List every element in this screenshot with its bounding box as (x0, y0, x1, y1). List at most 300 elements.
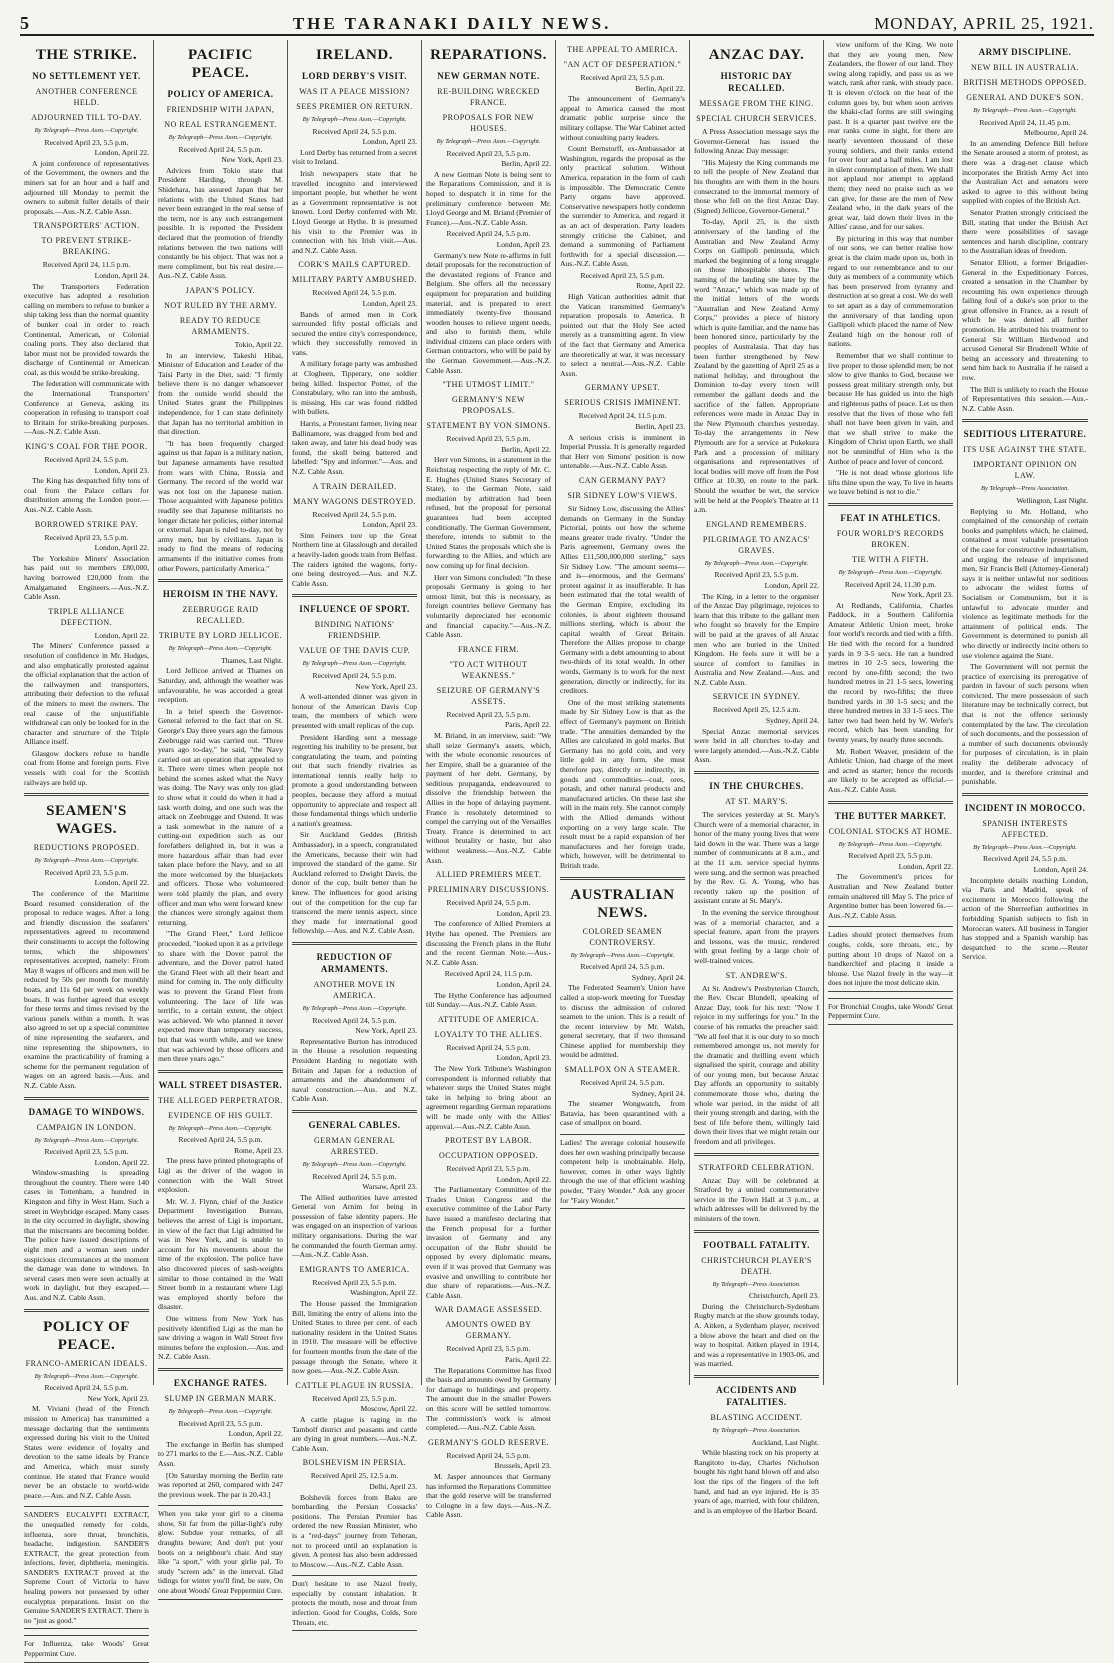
article-paragraph: Mr. Robert Weaver, president of the Athletic Union, had charge of the meet and acted as starter; hence the records are likely to be accepted as official.—Aus.-N.Z. Cable Assn. (828, 746, 953, 794)
wire-credit: By Telegraph—Press Assn.—Copyright. (168, 134, 273, 141)
article-headline: IN THE CHURCHES. (709, 781, 804, 792)
column-divider (158, 579, 283, 582)
article-paragraph: Sir Auckland Geddes (British Ambassador), in a speech, congratulated the Americans, because their win had improved the standard of the game. Sir Auckland referred to Dwight Davis, the donor of the cup, built better than he knew. The influences for good arising out of the competition for the cup far transcend the mere tennis aspect, since they made for international good fellowship.—Aus. and N.Z. Cable Assn. (292, 830, 417, 936)
article-paragraph: The press have printed photographs of Ligi as the driver of the wagon in connection with the Wall Street explosion. (158, 1156, 283, 1195)
wire-credit: By Telegraph—Press Assn.—Copyright. (570, 951, 675, 959)
article-headline: HEROISM IN THE NAVY. (162, 589, 279, 600)
dateline: London, April 24. (1033, 865, 1088, 874)
article-paragraph: High Vatican authorities admit that the Vatican transmitted Germany's reparation proposals to America. It pointed out that the Holy See acted merely as a transmitting agent. In view of the fact that Germany and America are theoretically at war, it was necessary to select a neutral.—Aus.-N.Z. Cable Assn. (560, 292, 685, 378)
column-7 (824, 40, 958, 1385)
dateline: Auckland, Last Night. (751, 1437, 819, 1447)
subheadline: CORK'S MAILS CAPTURED. (298, 260, 411, 270)
article-paragraph: "He is not dead whose glorious life lifts thine upon the way, To live in hearts we leave behind is not to die." (828, 468, 953, 497)
subheadline: SPANISH INTERESTS AFFECTED. (982, 818, 1068, 839)
subheadline: KING'S COAL FOR THE POOR. (25, 442, 148, 452)
subheadline: "AN ACT OF DESPERATION." (563, 60, 682, 69)
dateline: London, April 22. (94, 543, 149, 553)
article-paragraph: The Miners' Conference passed a resolution of confidence in Mr. Hodges, and also emphatically protested against the official explanation that the action of the railwaymen and transporters, attributing their defection to the refusal of the miners to meet the owners. The real cause of the unjustifiable withdrawal can only be looked for in the character and structure of the Triple Alliance itself. (24, 641, 149, 747)
dateline: Thames, Last Night. (220, 655, 283, 665)
subheadline: GENERAL AND DUKE'S SON. (966, 93, 1084, 102)
column-3 (288, 40, 422, 1627)
subheadline: TIE WITH A FIFTH. (852, 554, 929, 564)
column-divider (962, 793, 1088, 796)
dateline: Rome, April 22. (636, 281, 685, 291)
article-paragraph: Remember that we shall continue to live proper to those splendid men; be not slow to give thanks to God, because we possess great military strength only, but because He has guided us into the high and righteous paths of peace. Let us then resolve that the lives of those who fell shall not have been given in vain, and that we shall strive to make the Kingdom of Christ upon Earth, we shall not be unmindful of Him who is the Author of peace and lover of concord. (828, 351, 953, 466)
advertisement: For Influenza, take Woods' Great Peppermint Cure. (24, 1635, 149, 1662)
received-time: Received April 24, 5.5 p.m. (312, 288, 397, 298)
masthead-page-number: 5 (20, 13, 30, 33)
article-paragraph: Special Anzac memorial services were held in all churches to-day and were largely attended.—Aus.-N.Z. Cable Assn. (694, 726, 819, 765)
dateline: London, April 24. (496, 979, 551, 989)
dateline: Delhi, April 23. (369, 1481, 417, 1491)
article-paragraph: Glasgow dockers refuse to handle coal from Home and foreign ports. Five vessels with coal for the Scottish railways are held up. (24, 748, 149, 787)
received-time: Received April 24, 5.5 p.m. (178, 1135, 263, 1145)
received-time: Received April 23, 5.5 p.m. (178, 1418, 263, 1428)
subheadline: THE APPEAL TO AMERICA. (567, 45, 678, 54)
article-headline: THE BUTTER MARKET. (834, 810, 947, 821)
column-5 (556, 40, 690, 1385)
received-time: Received April 24, 5.5 p.m. (44, 1383, 129, 1393)
subheadline: ITS USE AGAINST THE STATE. (963, 445, 1087, 455)
subheadline: BOLSHEVISM IN PERSIA. (302, 1458, 407, 1468)
subheadline: JAPAN'S POLICY. (185, 285, 256, 295)
advertisement: Ladies! The average colonial housewife does her own washing principally because competent help is unobtainable. Help, however, comes in other ways lightly through the use of that efficient washing powder, "Fairy Wonder." Ask any grocer for "Fairy Wonder." (560, 1134, 685, 1209)
article-headline: HISTORIC DAY RECALLED. (720, 71, 793, 93)
article-paragraph: M. Viviani (head of the French mission to America) has transmitted a message declaring that the sentiments expressed during his visit to the United States were evidence of loyalty and devotion to the same ideals by France and America, which must surely continue. He stated that France would never be an obstacle to world-wide peace.—Aus. and N.Z. Cable Assn. (24, 1404, 149, 1500)
article-headline: ACCIDENTS AND FATALITIES. (716, 1384, 797, 1407)
article-paragraph: view uniform of the King. We note that they are young men, New Zealanders, the flower of our land. They swing along rapidly, and pass us as we watch, rank after rank, with steady pace. It is eleven o'clock on the heat of the column goes by, but when soon arrives the khaki-clad forms are still swinging past. It is a quarter past twelve ere the rear ranks come in sight, for there are nearly seventeen thousand of these young soldiers, and their ranks extend for over four and a half miles. I am lost in silent contemplation of them. We shall not applaud nor attempt to applaud them; they need no praise such as we can give, for these are the men of New Zealand who, in the dark years of the great war, laid down their lives in the Allies' cause, and for our sakes. (828, 40, 953, 232)
wire-credit: By Telegraph—Press Assn.—Copyright. (168, 645, 273, 653)
subheadline: ST. ANDREW'S. (725, 970, 788, 980)
subheadline: AT ST. MARY'S. (725, 797, 788, 807)
article-paragraph: Herr von Simons concluded: "In these proposals Germany is going to her utmost limit, but this is necessary, as foreign countries believe Germany has voluntarily depreciated her economic and financial capacity."—Aus.-N.Z. Cable Assn. (426, 572, 551, 640)
subheadline: PILGRIMAGE TO ANZACS' GRAVES. (702, 534, 811, 555)
wire-credit: By Telegraph—Press Assn.—Copyright. (34, 857, 139, 865)
masthead (20, 8, 1094, 36)
article-paragraph: The Government will not permit the practice of exercising its prerogative of pardon in favour of such persons when convicted. The mere possession of such literature may be technically correct, but that is not the offence seriously contemplated by the law. The circulation of such documents, and the possession of a number of such documents obviously for purposes of circulation, is in plain reality the deliberate advocacy of murder, and is therefore criminal and punishable. (962, 662, 1088, 787)
subheadline: "TO ACT WITHOUT WEAKNESS." (449, 659, 528, 680)
subheadline: FRIENDSHIP WITH JAPAN, (166, 105, 275, 114)
received-time: Received April 23, 5.5 p.m. (446, 1344, 531, 1354)
subheadline: SERIOUS CRISIS IMMINENT. (564, 398, 681, 408)
article-paragraph: The announcement of Germany's appeal to America caused the most dramatic public surprise since the military collapse. The War Cabinet acted without consulting party leaders. (560, 94, 685, 142)
article-paragraph: President Harding sent a message regretting his inability to be present, but congratulating the team, and pointing out that such friendly rivalries as international tennis really help to promote a good understanding between peoples, because they afford a mutual opportunity to appreciate and respect all those fundamental things which underlie a nation's greatness. (292, 732, 417, 828)
article-paragraph: In the evening the service throughout was of a memorial character, and a special feature, apart from the prayers and lessons, was the music, rendered with great feeling by a large choir of well-trained voices. (694, 907, 819, 965)
received-time: Received April 23, 5.5 p.m. (714, 570, 799, 580)
article-paragraph: [On Saturday morning the Berlin rate was reported at 260, compared with 247 the previous week. The par is 20.43.] (158, 1470, 283, 1499)
article-paragraph: During the Christchurch-Sydenham Rugby match at the show grounds today, A. Aitken, a Sydenham player, received a blow above the heart and died on the way to hospital. Aitken played in 1914, and was a representative in 1903-06, and was married. (694, 1301, 819, 1369)
subheadline: READY TO REDUCE ARMAMENTS. (179, 315, 262, 336)
article-headline: INFLUENCE OF SPORT. (299, 604, 410, 615)
subheadline: MESSAGE FROM THE KING. (699, 99, 814, 108)
article-paragraph: The conference of the Maritime Board resumed consideration of the proposal to reduce wages. After a long and friendly discussion the seafarers' representatives agreed to recommend their constituents to accept the following terms, which the shipowners' representatives accepted, namely: From May 8 wages of officers and men will be reduced by 50s per month for monthly boats, and 11s 6d per week on weekly boats. It was further agreed that except for these terms and times revised by the various panels within a month. It was also agreed to set up a special committee of nine representing the seafarers, and nine representing the shipowners, to examine the practicability of framing a scheme for the permanent regulation of wages on an agreed basis.—Aus. and N.Z. Cable Assn. (24, 889, 149, 1090)
column-divider (560, 877, 685, 880)
subheadline: SPECIAL CHURCH SERVICES. (696, 114, 817, 123)
received-time: Received April 24, 11.5 p.m. (578, 411, 667, 421)
received-time: Received April 24, 11.5 p.m. (42, 260, 131, 270)
column-divider (158, 1368, 283, 1371)
subheadline: SERVICE IN SYDNEY. (712, 692, 801, 702)
wire-credit: By Telegraph—Press Assn.—Copyright. (838, 568, 943, 576)
subheadline: BINDING NATIONS' FRIENDSHIP. (314, 620, 395, 641)
subheadline: THE ALLEGED PERPETRATOR. (158, 1095, 283, 1105)
article-paragraph: The Hythe Conference has adjourned till Sunday.—Aus.-N.Z. Cable Assn. (426, 990, 551, 1010)
dateline: London, April 22. (94, 878, 149, 888)
article-paragraph: Irish newspapers state that he travelled incognito and interviewed important people, but whether he went as a Government representative is not known. Lord Derby conferred with Mr. Lloyd George at Hythe. It is presumed his visit to the Premier was in connection with his Irish visit.—Aus. and N.Z. Cable Assn. (292, 168, 417, 255)
column-divider (292, 1110, 417, 1113)
article-paragraph: In a brief speech the Governor-General referred to the fact that on St. George's Day three years ago the famous Zeebrugge raid was carried out. "Three years ago to-day," he said, "the Navy carried out an operation that appealed to it. There were times when people not behind the scenes asked what the Navy was doing. The Navy was only too glad to show what it could do when it had a task worth doing, and one such was the attack on Zeebrugge and Ostend. It was a task somewhat in the nature of a cutting-out expedition such as our forefathers delighted in, but it was a more hazardous affair than had ever taken place before the Navy, and so all the more welcomed by the bluejackets and officers. Those who volunteered were told plainly the plan, and every officer and man who went forward knew the chances were strongly against them returning. (158, 706, 283, 927)
received-time: Received April 24, 5.5 p.m. (312, 126, 397, 136)
subheadline: COLONIAL STOCKS AT HOME. (828, 826, 953, 836)
subheadline: GERMAN GENERAL ARRESTED. (314, 1135, 395, 1156)
dateline: New York, April 23. (221, 155, 283, 165)
article-paragraph: Lord Derby has returned from a secret visit to Ireland. (292, 147, 417, 167)
article-headline: ARMY DISCIPLINE. (978, 47, 1072, 57)
subheadline: TO PREVENT STRIKE-BREAKING. (41, 236, 132, 257)
section-headline: IRELAND. (316, 47, 393, 63)
article-paragraph: The Allied authorities have arrested General von Arnim for being in possession of false identity papers. He was engaged on an inspection of various military organisations. During the war he commanded the fourth German army.—Aus.-N.Z. Cable Assn. (292, 1192, 417, 1260)
column-1 (20, 40, 154, 1659)
subheadline: COLORED SEAMEN CONTROVERSY. (582, 926, 663, 947)
subheadline: ALLIED PREMIERS MEET. (435, 870, 542, 880)
wire-credit: By Telegraph—Press Association. (712, 1426, 801, 1434)
dateline: Wellington, Last Night. (1016, 496, 1088, 505)
subheadline: SEES PREMIER ON RETURN. (296, 102, 413, 111)
received-time: Received April 24, 5.5 p.m. (44, 455, 129, 465)
received-time: Received April 23, 5.5 p.m. (312, 1393, 397, 1403)
column-divider (292, 594, 417, 597)
subheadline: BRITISH METHODS OPPOSED. (963, 78, 1087, 87)
received-time: Received April 23, 5.5 p.m. (580, 73, 665, 82)
received-time: Received April 23, 5.5 p.m. (44, 867, 129, 877)
received-time: Received April 24, 5.5 p.m. (446, 898, 531, 908)
section-headline: PACIFIC PEACE. (188, 47, 253, 81)
advertisement: SANDER'S EUCALYPTI EXTRACT, the unequalled remedy for colds, influenza, sore throat, bronchitis, headache, indigestion. SANDER'S EXTRACT, the great protection from infections, fever, diphtheria, meningitis. SANDER'S EXTRACT proved at the Supreme Court of Victoria to have healing powers not possessed by other eucalyptus preparations. Insist on the Genuine SANDER'S EXTRACT. There is no "just as good." (24, 1506, 149, 1629)
subheadline: ANOTHER MOVE IN AMERICA. (313, 979, 396, 1000)
article-paragraph: Senator Pratten strongly criticised the Bill, stating that under the British Act there were possibilities of savage sentences and harsh discipline, contrary to the Australian ideas of freedom. (962, 207, 1088, 256)
received-time: Received April 23, 5.5 p.m. (446, 709, 531, 719)
subheadline: ENGLAND REMEMBERS. (705, 519, 807, 529)
article-paragraph: Lord Jellicoe arrived at Thames on Saturday, and, although the weather was unfavourable, he was accorded a great reception. (158, 666, 283, 705)
subheadline: PRELIMINARY DISCUSSIONS. (427, 885, 550, 895)
received-time: Received April 23, 5.5 p.m. (848, 851, 933, 861)
subheadline: SLUMP IN GERMAN MARK. (164, 1393, 277, 1403)
section-headline: THE STRIKE. (35, 47, 138, 63)
article-paragraph: A military forage party was ambushed at Clogheen, Tipperary, one soldier being killed. Inspector Potter, of the Constabulary, who ran into the ambush, is missing. His car was found riddled with bullets. (292, 359, 417, 417)
subheadline: SEIZURE OF GERMANY'S ASSETS. (436, 685, 541, 706)
article-headline: GENERAL CABLES. (308, 1119, 401, 1130)
column-divider (694, 1375, 819, 1378)
subheadline: CAMPAIGN IN LONDON. (36, 1122, 137, 1132)
subheadline: A TRAIN DERAILED. (312, 481, 397, 491)
received-time: Received April 23, 5.5 p.m. (580, 270, 665, 280)
subheadline: STRATFORD CELEBRATION. (698, 1162, 815, 1172)
wire-credit: By Telegraph—Press Assn.—Copyright. (302, 116, 407, 123)
subheadline: BORROWED STRIKE PAY. (34, 519, 139, 529)
received-time: Received April 24, 5.5 p.m. (312, 1015, 397, 1025)
received-time: Received April 25, 12.5 a.m. (712, 705, 801, 715)
article-headline: SEDITIOUS LITERATURE. (963, 429, 1087, 440)
subheadline: IMPORTANT OPINION ON LAW. (973, 460, 1077, 481)
column-divider (694, 1153, 819, 1156)
subheadline: ADJOURNED TILL TO-DAY. (31, 113, 142, 122)
dateline: New York, April 23. (355, 681, 417, 691)
wire-credit: By Telegraph—Press Assn.—Copyright. (436, 138, 541, 145)
dateline: Sydney, April 24. (765, 716, 819, 726)
received-time: Received April 23, 5.5 p.m. (44, 532, 129, 542)
subheadline: RE-BUILDING WRECKED FRANCE. (437, 87, 540, 107)
subheadline: GERMANY'S NEW PROPOSALS. (451, 395, 526, 416)
dateline: Moscow, April 22. (360, 1404, 417, 1414)
dateline: London, April 22. (898, 861, 953, 871)
dateline: London, April 23. (362, 520, 417, 530)
received-time: Received April 23, 5.5 p.m. (446, 148, 531, 158)
received-time: Received April 24, 5.5 p.m. (178, 144, 263, 154)
wire-credit: By Telegraph—Press Assn.—Copyright. (34, 1372, 139, 1380)
masthead-date: MONDAY, APRIL 25, 1921. (874, 14, 1094, 33)
article-paragraph: The Government's prices for Australian and New Zealand butter remain unaltered till May 5. The price of Argentine butter has been lowered 6s.—Aus.-N.Z. Cable Assn. (828, 872, 953, 920)
dateline: Washington, April 22. (350, 1288, 417, 1298)
article-paragraph: The Transporters Federation executive has adopted a resolution calling on members to refuse to bunker a ship taking less than the normal quantity of bunker coal in order to reach Continental, American, or Colonial coaling ports. They also declared that labor must not be provided towards the discharge of Continental or American coal, as this would be strike-breaking. (24, 281, 149, 377)
dateline: Sydney, April 24. (631, 1088, 685, 1098)
wire-credit: By Telegraph—Press Assn.—Copyright. (34, 1136, 139, 1144)
article-paragraph: The exchange in Berlin has slumped to 271 marks to the £.—Aus.-N.Z. Cable Assn. (158, 1439, 283, 1468)
column-divider (962, 419, 1088, 422)
dateline: Paris, April 22. (505, 1355, 551, 1364)
received-time: Received April 23, 5.5 p.m. (446, 434, 531, 444)
received-time: Received April 24, 5.5 p.m. (580, 1078, 665, 1088)
subheadline: PROTEST BY LABOR. (445, 1136, 532, 1146)
subheadline: STATEMENT BY VON SIMONS. (426, 421, 551, 431)
article-headline: WALL STREET DISASTER. (158, 1079, 283, 1090)
dateline: Rome, April 23. (234, 1145, 283, 1155)
dateline: London, April 22. (764, 580, 819, 590)
dateline: London, April 22. (496, 1174, 551, 1184)
column-divider (828, 503, 953, 506)
article-paragraph: The conference of Allied Premiers at Hythe has opened. The Premiers are discussing the French plans in the Ruhr and the recent German Note.—Aus.-N.Z. Cable Assn. (426, 919, 551, 967)
subheadline: FRANCE FIRM. (457, 644, 520, 654)
article-paragraph: The King, in a letter to the organiser of the Anzac Day pilgrimage, rejoices to learn that this tribute to the gallant men who fought so bravely for the Empire will be paid at the graves of all Anzac men who are buried in the United Kingdom. He feels sure it will be a source of comfort to families in Australia and New Zealand.—Aus. and N.Z. Cable Assn. (694, 591, 819, 687)
article-paragraph: The steamer Wongwatch, from Batavia, has been quarantined with a case of smallpox on board. (560, 1099, 685, 1128)
wire-credit: By Telegraph—Press Assn.—Copyright. (704, 559, 809, 567)
article-paragraph: Mr. W. J. Flynn, chief of the Justice Department Investigation Bureau, believes the arrest of Ligi is important, in view of the fact that Ligi admitted he was in New York, and is unable to account for his movements about the time of the explosion. The police have also discovered pieces of sash-weights similar to those contained in the Wall Street bomb in a restaurant where Ligi was employed shortly before the disaster. (158, 1196, 283, 1312)
article-paragraph: A cattle plague is raging in the Tambolf district and peasants and cattle are dying in great numbers.—Aus.-N.Z. Cable Assn. (292, 1414, 417, 1453)
dateline: Sydney, April 24. (631, 972, 685, 982)
article-paragraph: "His Majesty the King commands me to tell the people of New Zealand that his thoughts are with them in the hours consecrated to the immortal memory of those who fell on the first Anzac Day. (Signed) Jellicoe, Governor-General." (694, 157, 819, 215)
article-paragraph: Senator Elliott, a former Brigadier-General in the Expeditionary Forces, created a sensation in the Chamber by recounting his own experience through failing foul of a duke's son prior to the great offensive in France, as a result of which he was denied all further promotion. He attributed his treatment to General Sir William Birdwood and accused General Sir Brudenell White of being an accessory and threatening to send him back to Australia if he raised a row. (962, 257, 1088, 383)
received-time: Received April 24, 5.5 p.m. (446, 1042, 531, 1052)
subheadline: EMIGRANTS TO AMERICA. (299, 1264, 410, 1274)
subheadline: SIR SIDNEY LOW'S VIEWS. (567, 490, 678, 500)
received-time: Received April 23, 5.5 p.m. (44, 137, 129, 147)
article-paragraph: Harris, a Protestant farmer, living near Ballinamore, was dragged from bed and taken away, and later his dead body was found, the skull being battered and labelled: "Spy and informer."—Aus. and N.Z. Cable Assn. (292, 419, 417, 476)
newspaper-columns (20, 40, 1094, 1659)
wire-credit: By Telegraph—Press Assn.—Copyright. (973, 843, 1077, 851)
dateline: London, April 23. (496, 1053, 551, 1063)
article-paragraph: The King has despatched fifty tons of coal from the Palace cellars for distribution among the London poor.—Aus.-N.Z. Cable Assn. (24, 476, 149, 514)
section-headline: AUSTRALIAN NEWS. (570, 886, 675, 921)
dateline: Paris, April 22. (505, 720, 551, 730)
wire-credit: By Telegraph—Press Assn.—Copyright. (302, 1160, 407, 1168)
article-paragraph: A serious crisis is imminent in Imperial Prussia. It is generally regarded that Herr von Simons' position is now untenable.—Aus.-N.Z. Cable Assn. (560, 432, 685, 471)
article-headline: REDUCTION OF ARMAMENTS. (316, 951, 393, 974)
article-paragraph: One of the most striking statements made by Sir Sidney Low is that as the effect of Germany's payment on British trade. "The annuities demanded by the Allies are calculated in gold marks. But Germany has no gold coin, and very little gold in any form, she must therefore pay, directly or indirectly, in goods and commodities—coal, ores, potash, and other natural products and manufactured articles. On these last she will in the main rely. She cannot comply with the Allied demands without exporting on a very large scale. The result must be a rapid expansion of her manufactures and her foreign trade, which, however, will be detrimental to British trade. (560, 697, 685, 870)
article-paragraph: A new German Note is being sent to the Reparations Commission, and it is hoped to despatch it in time for the preliminary conference between Mr. Lloyd George and M. Briand (Premier of France).—Aus.-N.Z. Cable Assn. (426, 169, 551, 227)
article-paragraph: Replying to Mr. Holland, who complained of the censorship of certain books and pamphlets which, he claimed, contained a most valuable presentation of the case for constructive industrialism, and urging the release of imprisoned men, Sir Francis Bell (Attorney-General) says it is neither unlawful nor seditious to advocate the widest forms of Socialism or Communism, but it is unlawful to advocate murder and violence as legitimate methods for the attainment of political ends. The Government is determined to punish all who directly or indirectly incite others to use violence against the State. (962, 506, 1088, 660)
subheadline: NO REAL ESTRANGEMENT. (164, 120, 277, 129)
column-6 (690, 40, 824, 1515)
dateline: Berlin, April 22. (501, 159, 551, 169)
article-headline: DAMAGE TO WINDOWS. (28, 1106, 145, 1117)
received-time: Received April 24, 5.5 p.m. (312, 1171, 397, 1181)
subheadline: ANOTHER CONFERENCE HELD. (35, 87, 138, 107)
dateline: Berlin, April 23. (635, 422, 685, 431)
subheadline: TRANSPORTERS' ACTION. (33, 221, 140, 231)
dateline: New York, April 23. (87, 1393, 149, 1403)
wire-credit: By Telegraph—Press Assn.—Copyright. (168, 1407, 273, 1415)
column-divider (828, 801, 953, 804)
wire-credit: By Telegraph—Press Association. (712, 1280, 801, 1288)
article-paragraph: Bands of armed men in Cork surrounded fifty postal officials and secured the entire city's correspondence, which they successfully removed in vans. (292, 309, 417, 357)
subheadline: PROPOSALS FOR NEW HOUSES. (442, 113, 535, 133)
article-paragraph: M. Briand, in an interview, said: "We shall seize Germany's assets, which, with the whole economic resources of her Empire, shall be a guarantee of the payment of her debt. Germany, by seditious propaganda, endeavoured to dissolve the friendship between the Allies in the hope of delaying payment. France is resolutely determined to compel the carrying out of the Versailles Treaty. France is determined to act without brutality or haste, but also without weakness.—Aus.-N.Z. Cable Assn. (426, 730, 551, 865)
subheadline: NOT RULED BY THE ARMY. (164, 300, 277, 310)
received-time: Received April 24, 5.5 p.m. (983, 854, 1067, 864)
article-paragraph: Anzac Day will be celebrated at Stratford by a united commemorative service in the Town Hall at 3 p.m., at which addresses will be delivered by the ministers of the town. (694, 1175, 819, 1223)
subheadline: GERMANY UPSET. (584, 383, 660, 393)
article-paragraph: While blasting rock on his property at Rangitoto to-day, Charles Nicholson bought his right hand blown off and also lost the tips of the fingers of the left hand, and had an eye injured. He is 35 years of age, married, with four children, and is an employee of the Harbor Board. (694, 1448, 819, 1515)
column-divider (292, 942, 417, 945)
column-8 (958, 40, 1092, 1385)
section-headline: ANZAC DAY. (708, 47, 805, 63)
column-2 (154, 40, 288, 1596)
dateline: Melbourne, April 24. (1023, 128, 1088, 138)
article-headline: NEW GERMAN NOTE. (437, 71, 540, 81)
received-time: Received April 24, 5.5 p.m. (312, 670, 397, 680)
subheadline: REDUCTIONS PROPOSED. (33, 843, 140, 853)
wire-credit: By Telegraph—Press Assn.—Copyright. (973, 107, 1077, 114)
column-divider (158, 1070, 283, 1073)
article-paragraph: Representative Burton has introduced in the House a resolution requesting President Harding to negotiate with Britain and Japan for a reduction of armaments and the abandonment of naval construction.—Aus. and N.Z. Cable Assn. (292, 1036, 417, 1104)
subheadline: FRANCO-AMERICAN IDEALS. (25, 1358, 148, 1368)
received-time: Received April 24, 11.30 p.m. (844, 579, 937, 589)
wire-credit: By Telegraph—Press Assn.—Copyright. (302, 1004, 407, 1012)
column-4 (422, 40, 556, 1520)
section-headline: POLICY OF PEACE. (43, 1318, 130, 1353)
article-paragraph: One witness from New York has positively identified Ligi as the man he saw driving a wagon in Wall Street five minutes before the explosion.—Aus. and N.Z. Cable Assn. (158, 1313, 283, 1362)
received-time: Received April 23, 5.5 p.m. (446, 1164, 531, 1174)
article-paragraph: The New York Tribune's Washington correspondent is informed reliably that whatever steps the United States might take in helping to bring about an agreement regarding German reparations will be made only with the Allies' approval.—Aus.-N.Z. Cable Assn. (426, 1063, 551, 1131)
article-paragraph: The services yesterday at St. Mary's Church were of a memorial character, in honor of the many young lives that were laid down in the war. There was a large number of communicants at 8 a.m., and at the 11 a.m. service special hymns were sung, and the sermon was preached by the Rev. G. A. Young, who has recently taken up the position of assistant curate at St. Mary's. (694, 810, 819, 906)
subheadline: MANY WAGONS DESTROYED. (293, 496, 416, 506)
subheadline: WAR DAMAGE ASSESSED. (434, 1305, 543, 1315)
wire-credit: By Telegraph—Press Assn.—Copyright. (302, 660, 407, 668)
article-paragraph: By picturing in this way that number of our sons, we can better realise how great is the claim made upon us, both in regard to our remembrance and to our duty as members of a community which has been preserved from tyranny and destruction at so great a cost. We do well to set apart as a day of commemoration the anniversary of that landing upon Gallipoli which placed the name of New Zealand high on the honour roll of nations. (828, 233, 953, 349)
dateline: Tokio, April 22. (234, 339, 283, 349)
wire-credit: By Telegraph—Press Assn.—Copyright. (168, 1124, 273, 1132)
received-time: Received April 23, 5.5 p.m. (44, 1147, 129, 1157)
article-paragraph: Count Bernstorff, ex-Ambassador at Washington, regards the proposal as the only practical solution. Without America, reparation in the form of cash is impossible. The Democratic Centre Party organs have approved. Conservative newspapers hotly condemn the surrender to America, and regard it as an act of desperation. Party leaders strongly criticise the Cabinet, and demand a summoning of Parliament forthwith for a special discussion.—Aus.-N.Z. Cable Assn. (560, 144, 685, 269)
column-divider (694, 771, 819, 774)
dateline: London, April 24. (94, 270, 149, 280)
subheadline: OCCUPATION OPPOSED. (438, 1151, 538, 1161)
dateline: Brussels, April 23. (494, 1461, 551, 1471)
subheadline: AMOUNTS OWED BY GERMANY. (445, 1320, 532, 1341)
article-paragraph: Bolshevik forces from Baku are bombarding the Persian Cossacks' positions. The Persian Premier has ordered the new Russian Minister, who is a "red-days" journey from Teheran, not to proceed until an explanation is given. A protest has also been addressed to Moscow.—Aus.-N.Z. Cable Assn. (292, 1492, 417, 1569)
article-paragraph: The federation will communicate with the International Transporters' Conference at Geneva, asking its cooperation in refusing to transport coal to Britain for strike-breaking purposes.—Aus.-N.Z. Cable Assn. (24, 379, 149, 437)
article-paragraph: "The Grand Fleet," Lord Jellicoe proceeded, "looked upon it as a privilege to share with the Dover patrol the adventure, and the Dover patrol hated the Grand Fleet with all their heart and mind for coming in. The only difficulty was to prevent the Grand Fleet from volunteering. The lace of life was terrific, to a certain extent, the object was achieved. We who planned it never expected more than temporary success, but that was worth while, and we knew that was achieved by those officers and men three years ago." (158, 929, 283, 1064)
subheadline: VALUE OF THE DAVIS CUP. (298, 646, 411, 656)
article-paragraph: A joint conference of representatives of the Government, the owners and the miners sat for an hour and a half and adjourned till Monday to permit the owners to submit fuller details of their proposals.—Aus.-N.Z. Cable Assn. (24, 158, 149, 216)
article-paragraph: The Reparations Committee has fixed the basis and amounts owed by Germany for damage to buildings and property. The amount due in the smaller Powers on this score will be settled tomorrow. The commission's work is almost completed.—Aus.-N.Z. Cable Assn. (426, 1365, 551, 1433)
article-headline: FEAT IN ATHLETICS. (840, 512, 941, 523)
article-paragraph: Incomplete details reaching London, via Paris and Madrid, speak of excitement in Morocco following the action of the Sherreefian authorities in forbidding Spanish subjects to fish in Moroccan waters. All business in Tangier has stopped and a Spanish warship has despatched to the scene.—Reuter Service. (962, 875, 1088, 962)
article-paragraph: To-day, April 25, is the sixth anniversary of the landing of the Australian and New Zealand Army Corps on Gallipoli peninsula, which marked the beginning of a long struggle on those inhospitable shores. The naming of the landing site later by the word "Anzac," which was made up of the initial letters of the words "Australian and New Zealand Army Corps," provides a piece of history which is quite familiar, and the name has been honored since, particularly by the peoples of Australasia. That day has been further strengthened by New Zealand by the gazetting of April 25 as a national holiday, and throughout the Dominion to-day every town will remember the gallant deeds and the sacrifice of the fallen. Appropriate references were made in Anzac Day in the New Plymouth churches yesterday. To-day the arrangements in New Plymouth are for a service at Pukekura Park and a procession of military organisations and representatives of local bodies will move off from the Post Office at 10.30, en route to the park. Should the weather be wet, the service will be held at the People's Theatre at 11 a.m. (694, 217, 819, 515)
article-paragraph: A well-attended dinner was given in honour of the American Davis Cup team, the members of which were presented with small replicas of the cup. (292, 692, 417, 730)
subheadline: LOYALTY TO THE ALLIES. (434, 1029, 543, 1039)
wire-credit: By Telegraph—Press Assn.—Copyright. (34, 127, 139, 134)
article-paragraph: The Federated Seamen's Union have called a stop-work meeting for Tuesday to discuss the admission of colored seamen to the union. This is a result of the recent interview by Mr. Walsh, general secretary, that if two thousand Chinese applied for membership they would be admitted. (560, 983, 685, 1060)
column-divider (694, 1230, 819, 1233)
masthead-title: THE TARANAKI DAILY NEWS. (292, 14, 612, 33)
subheadline: EVIDENCE OF HIS GUILT. (168, 1110, 273, 1120)
dateline: Berlin, April 22. (635, 83, 685, 93)
section-headline: SEAMEN'S WAGES. (46, 803, 127, 838)
article-paragraph: The Parliamentary Committee of the Trades Union Congress and the executive committee of the Labor Party have issued a manifesto declaring that the French proposal for a further invasion of Germany and any occupation of the Ruhr should be opposed by every diplomatic means, even if it was proved that Germany was evasive and unwilling to contribute her due share of reparations.—Aus.-N.Z. Cable Assn. (426, 1185, 551, 1300)
subheadline: TRIBUTE BY LORD JELLICOE. (158, 631, 283, 641)
dateline: London, April 23. (362, 137, 417, 147)
advertisement: Don't hesitate to use Nazol freely, especially by constant inhalation. It protects the mouth, nose and throat from infection. Good for Coughs, Colds, Sore Throats, etc. (292, 1575, 417, 1631)
received-time: Received April 24, 5.5 p.m. (312, 509, 397, 519)
article-headline: INCIDENT IN MOROCCO. (964, 802, 1086, 813)
dateline: London, April 23. (94, 465, 149, 475)
received-time: Received April 24, 11.5 p.m. (444, 969, 533, 979)
article-paragraph: Window-smashing is spreading throughout the country. There were 140 cases in Tottenham, a hundred in Kingston and fifty in West Ham. Such a street in Weybridge escaped. Many cases in the city occurred in daylight, showing that the miscreants are becoming bolder. The police have issued descriptions of eight men and a woman seen under suspicious circumstances at the moment the damage was done to windows. In several cases men were seen actually at work in daylight, but they escaped.—Aus. and N.Z. Cable Assn. (24, 1168, 149, 1302)
received-time: Received April 24, 11.45 p.m. (979, 117, 1071, 127)
column-divider (24, 793, 149, 796)
subheadline: ZEEBRUGGE RAID RECALLED. (182, 605, 259, 626)
article-headline: FOOTBALL FATALITY. (703, 1239, 810, 1250)
subheadline: CAN GERMANY PAY? (578, 475, 667, 485)
article-paragraph: In an amending Defence Bill before the Senate aroused a storm of protest, as there was a drag-net clause which incorporates the British Army Act into the Australian Act and senators were asked to agree to this without being supplied with copies of the British Act. (962, 138, 1088, 206)
received-time: Received April 25, 12.5 a.m. (310, 1471, 399, 1481)
subheadline: "THE UTMOST LIMIT." (442, 380, 535, 390)
article-paragraph: Advices from Tokio state that President Harding, through M. Shidehara, has assured Japan that her relations with the United States had never been estranged in the real sense of the term, nor is any such estrangement possible. It is reported the President declared that the promotion of friendly relations between the two nations will constantly be his object. That was not a mere compliment, but his real desire.—Aus.-N.Z. Cable Assn. (158, 165, 283, 281)
column-divider (24, 1097, 149, 1100)
article-paragraph: A Press Association message says the Governor-General has issued the following Anzac Day message: (694, 127, 819, 156)
article-paragraph: The Bill is unlikely to reach the House of Representatives this session.—Aus.-N.Z. Cable Assn. (962, 384, 1088, 413)
dateline: London, April 23. (496, 239, 551, 249)
article-paragraph: The Yorkshire Miners' Association has paid out to members £80,000, having borrowed £20,000 from the Amalgamated Engineers.—Aus.-N.Z. Cable Assn. (24, 553, 149, 602)
dateline: New York, April 23. (891, 590, 953, 600)
dateline: London, April 22. (94, 148, 149, 158)
subheadline: MILITARY PARTY AMBUSHED. (292, 275, 417, 285)
article-headline: NO SETTLEMENT YET. (32, 71, 141, 81)
wire-credit: By Telegraph—Press Assn.—Copyright. (838, 840, 943, 848)
article-headline: LORD DERBY'S VISIT. (302, 71, 407, 81)
subheadline: FOUR WORLD'S RECORDS BROKEN. (836, 528, 945, 549)
article-headline: POLICY OF AMERICA. (167, 89, 274, 99)
dateline: London, April 23. (362, 298, 417, 308)
subheadline: CATTLE PLAGUE IN RUSSIA. (295, 1380, 414, 1390)
wire-credit: By Telegraph—Press Association. (980, 485, 1070, 493)
article-paragraph: In an interview, Takeshi Hibai, Minister of Education and Leader of the Taisi Party in the Diet, said: "I firmly believe there is no danger whatsoever from the outside world should the United States grant the Philippines independence, for I can state definitely that Japan has no territorial ambition in that direction. (158, 350, 283, 437)
column-divider (24, 1309, 149, 1312)
subheadline: WAS IT A PEACE MISSION? (299, 87, 410, 96)
article-paragraph: At Redlands, California, Charles Paddock, in a Southern California Amateur Athletic Union meet, broke four world's records and tied with a fifth. He tied with the record for a hundred yards in 9 3-5 secs. He ran a hundred metres in 10 2-5 secs, lowering the record by one-fifth second; the two hundred metres in 21 1-5 secs, lowering the record by two-fifths; the three hundred yards in 30 1-5 secs; and the three hundred metres in 33 1-5 secs. The latter two had been held by W. Wefer's record, which has been standing for twenty years, by nearly three seconds. (828, 600, 953, 744)
received-time: Received April 24, 5.5 p.m. (446, 229, 531, 239)
article-paragraph: Herr von Simons, in a statement in the Reichstag respecting the reply of Mr. C. E. Hughes (United States Secretary of State), to the German Note, said mediation by arbitration had been refused, but the proposal for personal guarantees had been accepted conditionally. The German Government, therefore, intends to submit to the United States the proposals which she is forwarding to the Allies, and which are now coming up for final decision. (426, 455, 551, 570)
